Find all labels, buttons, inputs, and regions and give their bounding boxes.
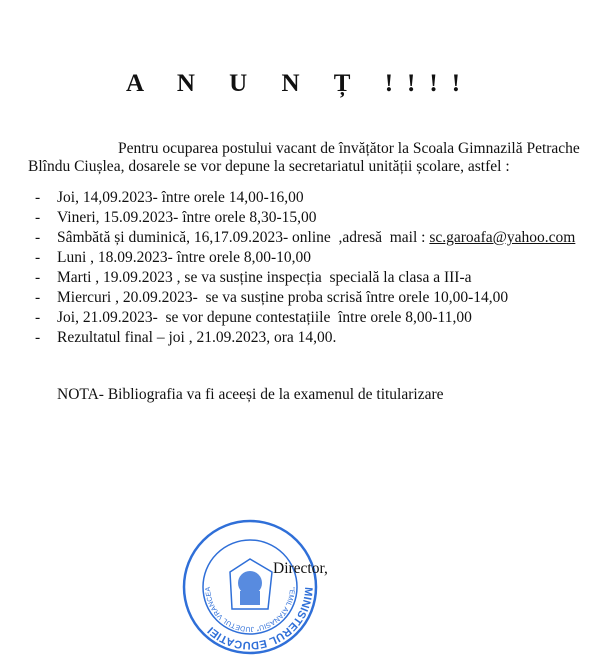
bullet: - xyxy=(35,309,41,326)
stamp-inner-text: "EMIL ATANASIU" JUDETUL VRANCEA xyxy=(204,586,296,633)
list-item-text: Marti , 19.09.2023 , se va susține inspecția specială la clasa a III-a xyxy=(57,269,472,286)
list-item-text: Joi, 14,09.2023- între orele 14,00-16,00 xyxy=(57,189,304,206)
list-item xyxy=(0,229,575,249)
list-item-text: Vineri, 15.09.2023- între orele 8,30-15,00 xyxy=(57,209,317,226)
list-item xyxy=(0,329,575,349)
bullet: - xyxy=(35,209,41,226)
bullet: - xyxy=(35,269,41,286)
list-item xyxy=(0,269,575,289)
page-title: A N U N Ț !!!! xyxy=(125,70,475,97)
intro-line-2: Blîndu Ciușlea, dosarele se vor depune la secretariatul unității școlare, astfel : xyxy=(28,158,510,175)
bullet: - xyxy=(35,249,41,266)
list-item-text: Miercuri , 20.09.2023- se va susține proba scrisă între orele 10,00-14,00 xyxy=(57,289,509,306)
list-item-text: Luni , 18.09.2023- între orele 8,00-10,00 xyxy=(57,249,311,266)
list-item-text: Rezultatul final – joi , 21.09.2023, ora 14,00. xyxy=(57,329,337,346)
list-item xyxy=(0,309,575,329)
schedule-list xyxy=(0,189,575,349)
bullet: - xyxy=(35,289,41,306)
official-stamp xyxy=(180,517,320,657)
list-item xyxy=(0,289,575,309)
note: NOTA- Bibliografia va fi aceeși de la examenul de titularizare xyxy=(57,386,444,403)
bullet: - xyxy=(35,189,41,206)
stamp-outer-text: MINISTERUL EDUCATIEI xyxy=(205,586,315,652)
list-item-text: Joi, 21.09.2023- se vor depune contestațiile între orele 8,00-11,00 xyxy=(57,309,472,326)
signature-role: Director, xyxy=(273,560,328,577)
list-item xyxy=(0,209,575,229)
bullet: - xyxy=(35,229,41,246)
email-link[interactable]: sc.garoafa@yahoo.com xyxy=(429,229,576,246)
list-item xyxy=(0,249,575,269)
intro-line-1: Pentru ocuparea postului vacant de învățător la Scoala Gimnazilă Petrache xyxy=(118,140,580,157)
list-item xyxy=(0,189,575,209)
bullet: - xyxy=(35,329,41,346)
list-item-text: Sâmbătă și duminică, 16,17.09.2023- online ,adresă mail : xyxy=(57,229,430,246)
